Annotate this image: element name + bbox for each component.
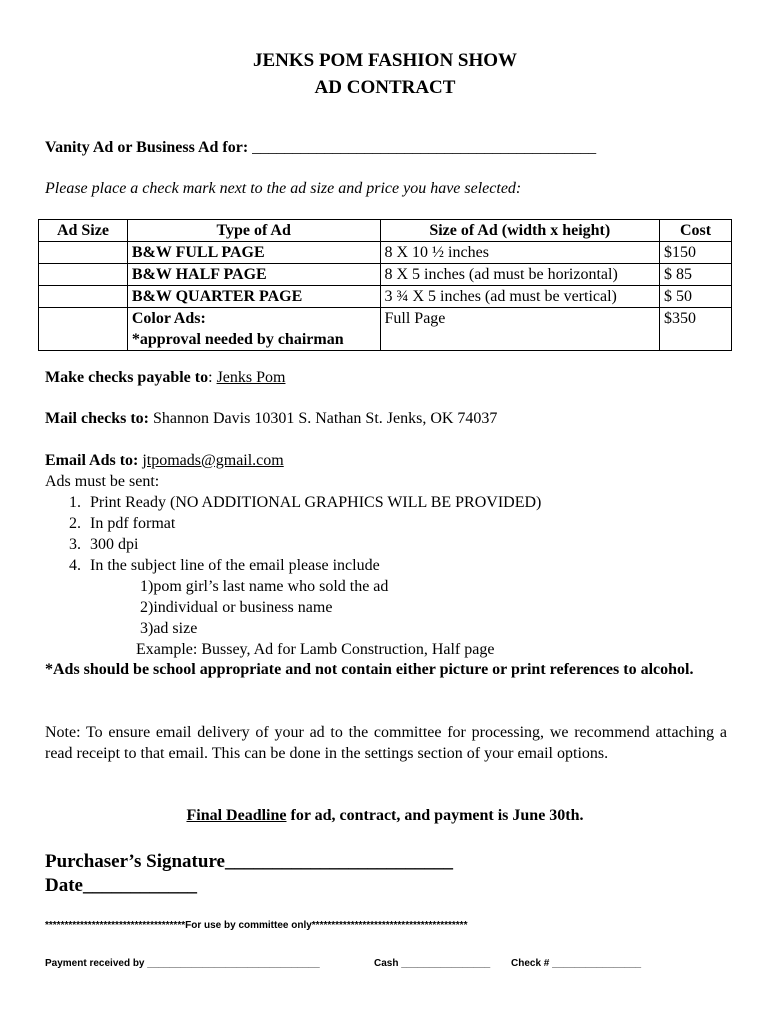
ad-table bbox=[38, 219, 732, 351]
sub-item: 2)individual or business name bbox=[140, 599, 333, 616]
payable-sep: : bbox=[208, 369, 217, 386]
ad-cost: $ 50 bbox=[660, 286, 732, 308]
warning-text: *Ads should be school appropriate and not contain either picture or print references to alcohol. bbox=[45, 661, 694, 678]
list-item: In pdf format bbox=[90, 515, 176, 532]
ad-type: B&W FULL PAGE bbox=[127, 242, 380, 264]
deadline-text: for ad, contract, and payment is June 30th. bbox=[286, 807, 584, 824]
ad-cost: $150 bbox=[660, 242, 732, 264]
note-text: Note: To ensure email delivery of your ad to the committee for processing, we recommend attaching a read receipt to that email. This can be done in the settings section of your email options. bbox=[45, 724, 727, 762]
email-line bbox=[45, 450, 284, 471]
deadline-line bbox=[0, 805, 770, 826]
check-cell[interactable] bbox=[39, 242, 128, 264]
payable-value: Jenks Pom bbox=[216, 369, 286, 386]
mail-label: Mail checks to: bbox=[45, 410, 149, 427]
ad-type: Color Ads: bbox=[131, 310, 206, 327]
ad-dimensions: 8 X 10 ½ inches bbox=[380, 242, 660, 264]
list-number: 4. bbox=[69, 557, 81, 574]
ad-type: B&W QUARTER PAGE bbox=[127, 286, 380, 308]
email-intro: Ads must be sent: bbox=[45, 473, 160, 490]
ad-cost: $ 85 bbox=[660, 264, 732, 286]
header-cost: Cost bbox=[660, 220, 732, 242]
ad-dimensions: Full Page bbox=[380, 308, 660, 351]
purchaser-signature[interactable]: Purchaser’s Signature________________________ bbox=[45, 851, 453, 872]
ad-cost: $350 bbox=[660, 308, 732, 351]
example-text: Example: Bussey, Ad for Lamb Construction, Half page bbox=[136, 641, 495, 658]
payment-received-field[interactable]: Payment received by _______________________________ bbox=[45, 958, 320, 969]
cash-field[interactable]: Cash ________________ bbox=[374, 958, 491, 969]
title-line-2: AD CONTRACT bbox=[314, 77, 456, 98]
committee-banner: ************************************For use by committee only**************************************** bbox=[45, 920, 468, 931]
table-row bbox=[39, 286, 732, 308]
instruction-text: Please place a check mark next to the ad size and price you have selected: bbox=[45, 180, 522, 197]
list-item: 300 dpi bbox=[90, 536, 139, 553]
email-label: Email Ads to: bbox=[45, 452, 139, 469]
list-item: In the subject line of the email please include bbox=[90, 557, 380, 574]
list-item: Print Ready (NO ADDITIONAL GRAPHICS WILL BE PROVIDED) bbox=[90, 494, 542, 511]
ad-dimensions: 8 X 5 inches (ad must be horizontal) bbox=[380, 264, 660, 286]
ad-type: B&W HALF PAGE bbox=[127, 264, 380, 286]
vanity-line bbox=[45, 137, 596, 158]
deadline-label: Final Deadline bbox=[186, 807, 287, 824]
date-field[interactable]: Date____________ bbox=[45, 875, 197, 896]
header-size: Size of Ad (width x height) bbox=[380, 220, 660, 242]
header-ad-size: Ad Size bbox=[39, 220, 128, 242]
email-link[interactable]: jtpomads@gmail.com bbox=[142, 452, 284, 469]
mail-address: Shannon Davis 10301 S. Nathan St. Jenks, OK 74037 bbox=[148, 410, 498, 427]
header-type: Type of Ad bbox=[127, 220, 380, 242]
check-number-field[interactable]: Check # ________________ bbox=[511, 958, 642, 969]
payable-line bbox=[45, 367, 285, 388]
check-cell[interactable] bbox=[39, 264, 128, 286]
payable-label: Make checks payable to bbox=[45, 369, 209, 386]
ad-dimensions: 3 ¾ X 5 inches (ad must be vertical) bbox=[380, 286, 660, 308]
approval-note: *approval needed by chairman bbox=[131, 331, 344, 348]
title-line-1: JENKS POM FASHION SHOW bbox=[252, 50, 518, 71]
table-row bbox=[39, 242, 732, 264]
sub-item: 1)pom girl’s last name who sold the ad bbox=[140, 578, 389, 595]
table-row bbox=[39, 264, 732, 286]
list-number: 1. bbox=[69, 494, 81, 511]
sub-item: 3)ad size bbox=[140, 620, 198, 637]
table-row bbox=[39, 308, 732, 351]
vanity-label: Vanity Ad or Business Ad for: bbox=[45, 139, 249, 156]
ad-type-color bbox=[127, 308, 380, 351]
check-cell[interactable] bbox=[39, 286, 128, 308]
list-number: 2. bbox=[69, 515, 81, 532]
vanity-blank[interactable]: ___________________________________________ bbox=[252, 139, 597, 156]
mail-line bbox=[45, 408, 497, 429]
check-cell[interactable] bbox=[39, 308, 128, 351]
list-number: 3. bbox=[69, 536, 81, 553]
